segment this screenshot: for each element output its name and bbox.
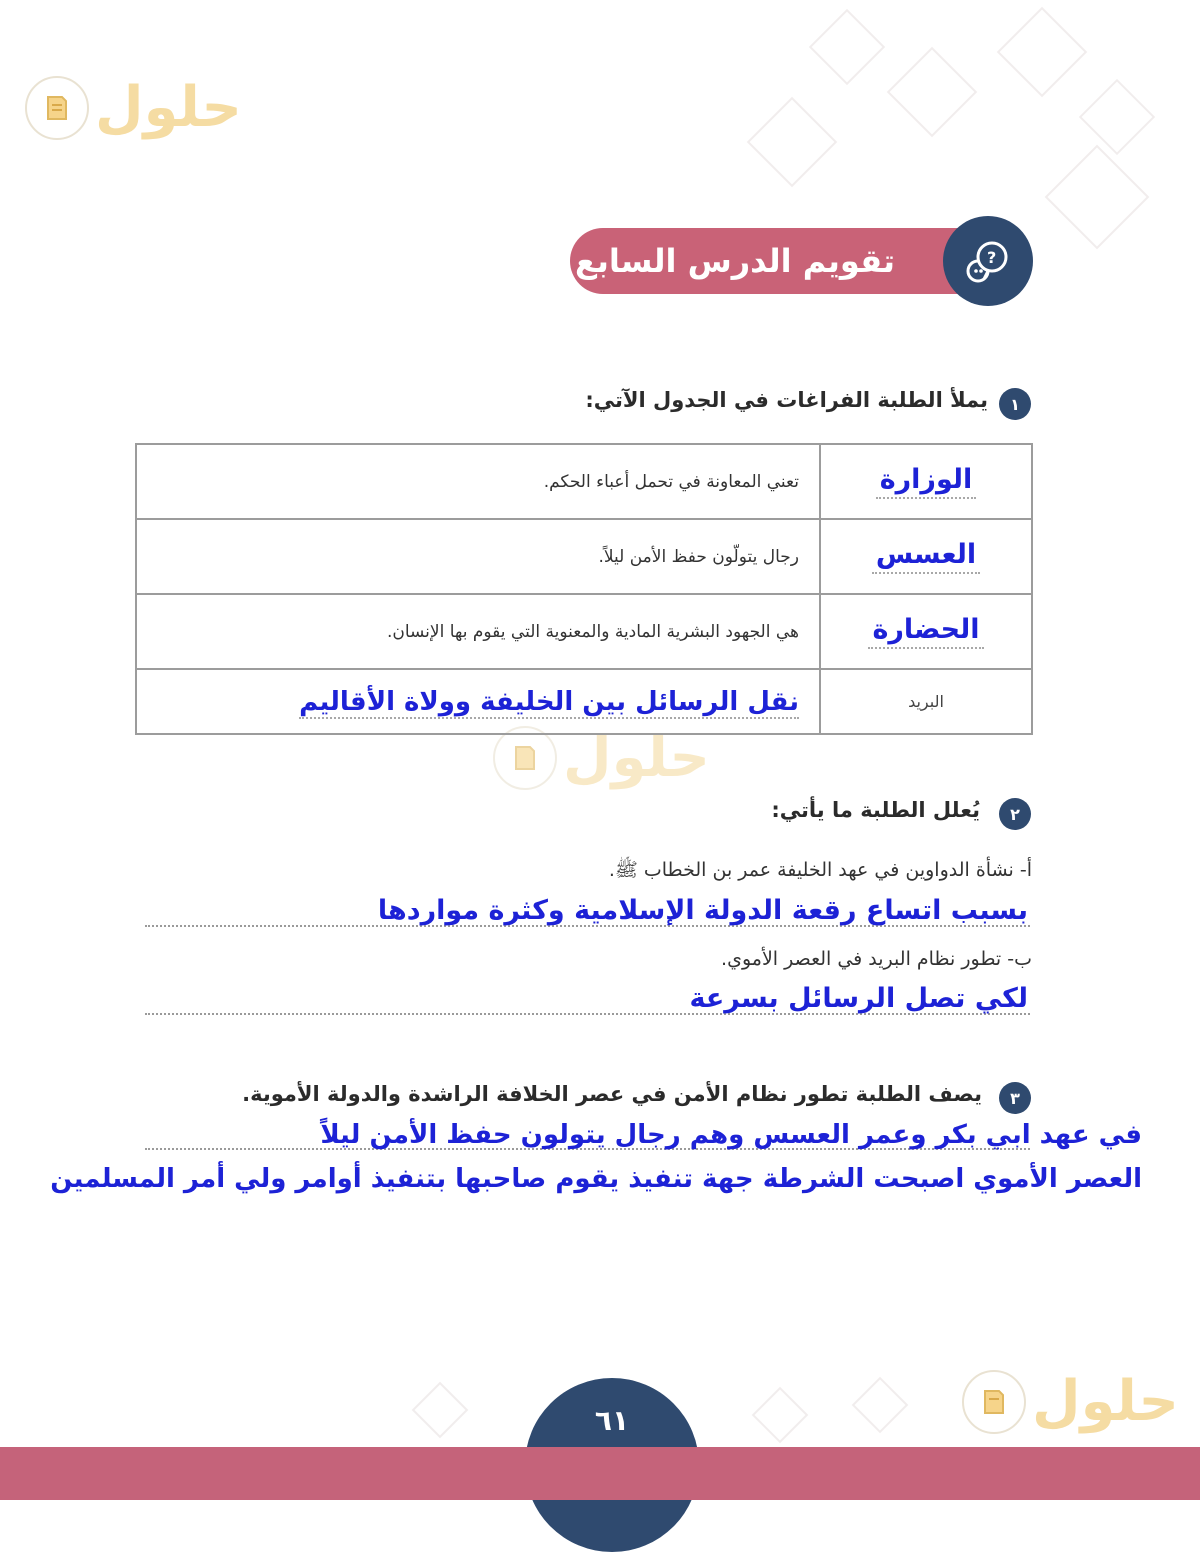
logo-book-icon — [962, 1370, 1026, 1434]
table-row — [136, 594, 1032, 669]
decor-diamond — [1045, 145, 1150, 250]
decor-diamond — [747, 97, 838, 188]
svg-text:?: ? — [987, 248, 997, 267]
question-prompt: يملأ الطلبة الفراغات في الجدول الآتي: — [585, 388, 988, 412]
decor-diamond — [809, 9, 885, 85]
sub-question-a: أ- نشأة الدواوين في عهد الخليفة عمر بن الخطاب ﷺ. — [608, 859, 1032, 881]
decor-diamond — [997, 7, 1088, 98]
question-number-badge: ١ — [999, 388, 1031, 420]
term-cell: العسس — [820, 519, 1032, 594]
page-number: ٦١ — [525, 1378, 699, 1552]
definition-cell — [136, 669, 820, 734]
handwritten-answer: في عهد ابي بكر وعمر العسس وهم رجال يتولون حفظ الأمن ليلاً — [320, 1120, 1142, 1150]
question-bubble-icon — [943, 216, 1033, 306]
sub-question-b: ب- تطور نظام البريد في العصر الأموي. — [721, 948, 1032, 970]
term-cell: البريد — [820, 669, 1032, 734]
question-prompt: يُعلل الطلبة ما يأتي: — [771, 798, 980, 822]
definition-cell: هي الجهود البشرية المادية والمعنوية التي يقوم بها الإنسان. — [136, 594, 820, 669]
table-row — [136, 444, 1032, 519]
logo-book-icon — [493, 726, 557, 790]
term-cell: الوزارة — [820, 444, 1032, 519]
logo-text: حلول — [1032, 1369, 1179, 1434]
logo-watermark-middle — [493, 726, 710, 790]
decor-diamond — [887, 47, 978, 138]
decor-diamond — [752, 1387, 809, 1444]
logo-text: حلول — [563, 725, 710, 790]
term-cell: الحضارة — [820, 594, 1032, 669]
table-row — [136, 519, 1032, 594]
definitions-table — [135, 443, 1033, 735]
logo-book-icon — [25, 76, 89, 140]
decor-diamond — [1079, 79, 1155, 155]
logo-bottom — [962, 1370, 1179, 1434]
decor-diamond — [852, 1377, 909, 1434]
question-number-badge: ٢ — [999, 798, 1031, 830]
handwritten-answer: نقل الرسائل بين الخليفة وولاة الأقاليم — [299, 686, 799, 717]
decor-diamond — [412, 1382, 469, 1439]
question-prompt: يصف الطلبة تطور نظام الأمن في عصر الخلافة الراشدة والدولة الأموية. — [242, 1082, 982, 1106]
logo-top — [25, 76, 242, 140]
handwritten-answer: لكي تصل الرسائل بسرعة — [689, 983, 1028, 1014]
handwritten-answer: بسبب اتساع رقعة الدولة الإسلامية وكثرة مواردها — [377, 895, 1028, 926]
logo-text: حلول — [95, 75, 242, 140]
handwritten-answer: العصر الأموي اصبحت الشرطة جهة تنفيذ يقوم صاحبها بتنفيذ أوامر ولي أمر المسلمين — [50, 1164, 1142, 1194]
definition-cell: رجال يتولّون حفظ الأمن ليلاً. — [136, 519, 820, 594]
definition-cell: تعني المعاونة في تحمل أعباء الحكم. — [136, 444, 820, 519]
question-number-badge: ٣ — [999, 1082, 1031, 1114]
page-title: تقويم الدرس السابع — [575, 242, 895, 280]
footer-bar — [0, 1447, 1200, 1500]
table-row — [136, 669, 1032, 734]
